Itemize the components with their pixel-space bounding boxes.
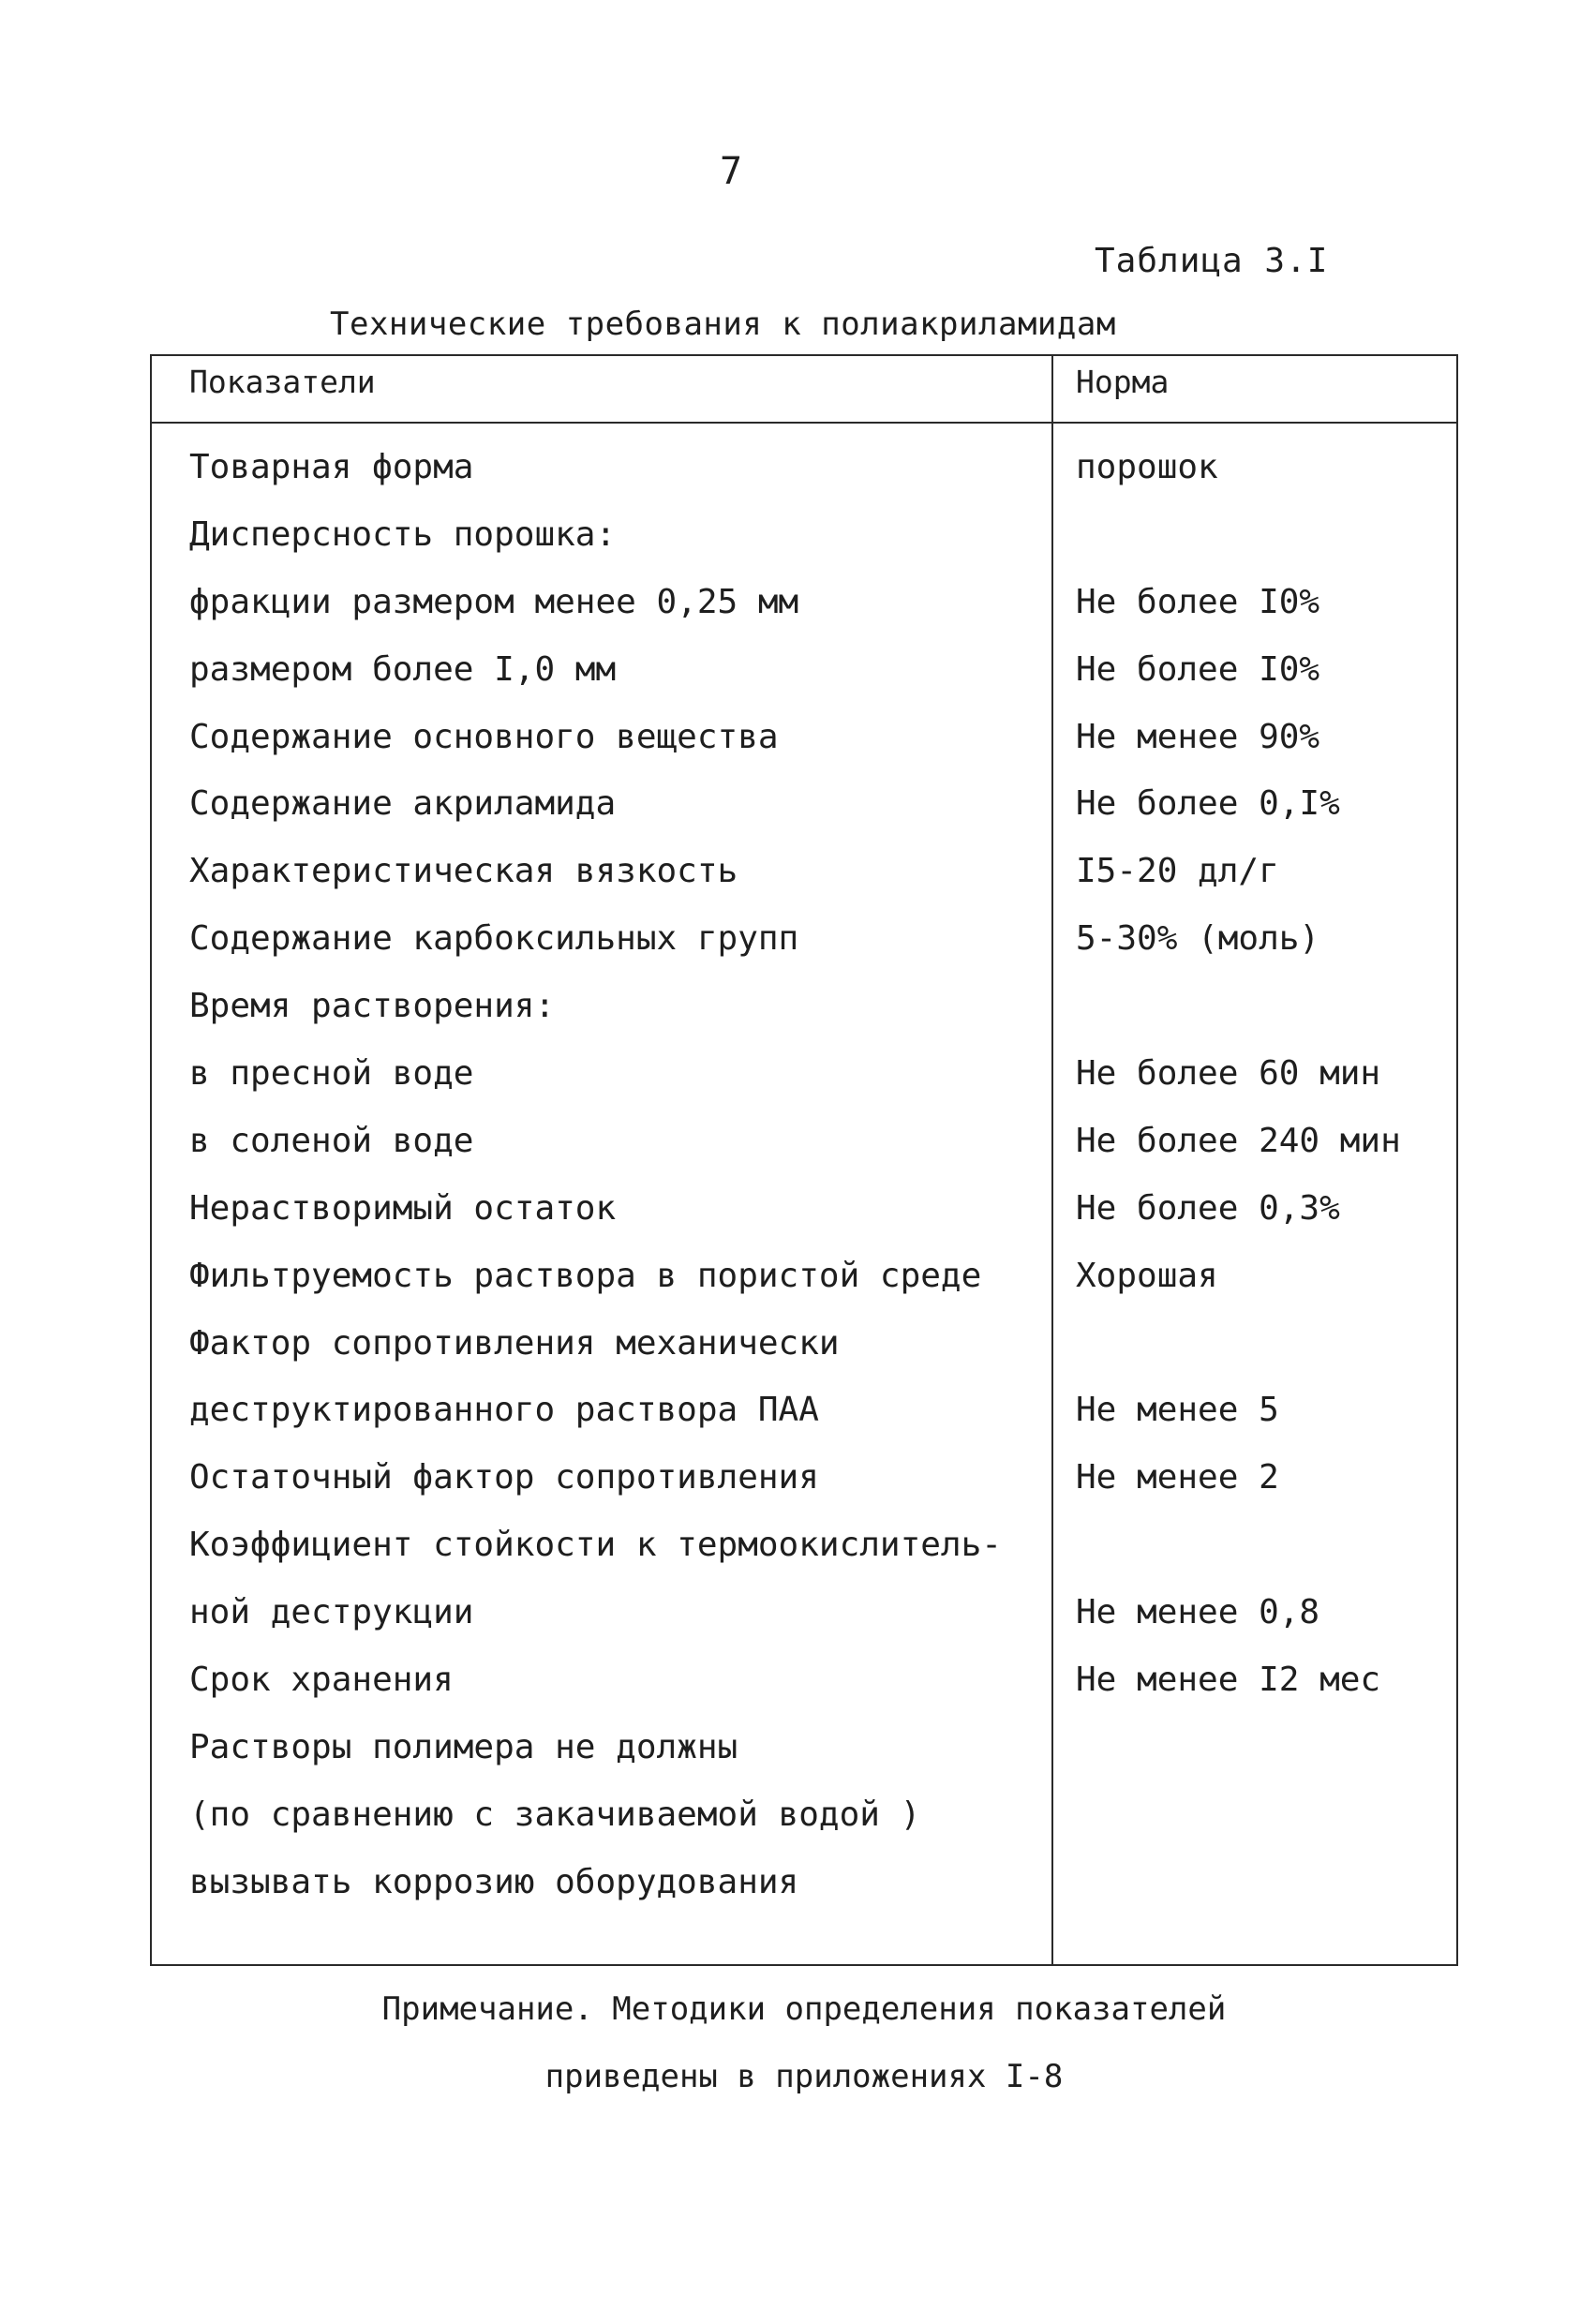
table-row: [152, 1523, 1456, 1590]
row-norm: Не более I0%: [1076, 582, 1320, 621]
row-norm: Не менее 0,8: [1076, 1593, 1320, 1632]
row-norm: Не менее 90%: [1076, 717, 1320, 756]
row-parameter: Содержание карбоксильных групп: [189, 919, 799, 959]
row-parameter: Содержание основного вещества: [189, 717, 779, 756]
table-row: [152, 445, 1456, 513]
row-parameter: фракции размером менее 0,25 мм: [189, 582, 799, 621]
row-parameter: Время растворения:: [189, 987, 556, 1026]
note-line-1: Примечание. Методики определения показателей: [381, 1990, 1227, 2028]
row-norm: Хорошая: [1076, 1256, 1218, 1295]
table-row: [152, 1186, 1456, 1254]
note-line-2: приведены в приложениях I-8: [544, 2058, 1064, 2095]
page-number: 7: [719, 150, 743, 193]
table-row: [152, 849, 1456, 916]
row-parameter: Фильтруемость раствора в пористой среде: [189, 1256, 982, 1295]
row-norm: Не более I0%: [1076, 649, 1320, 689]
header-norm: Норма: [1076, 364, 1170, 400]
row-norm: Не менее 5: [1076, 1391, 1279, 1430]
row-parameter: в соленой воде: [189, 1121, 474, 1160]
row-norm: Не более 60 мин: [1076, 1054, 1381, 1094]
row-parameter: Содержание акриламида: [189, 784, 617, 824]
table-row: [152, 1119, 1456, 1186]
header-parameter: Показатели: [189, 364, 376, 400]
table-row: [152, 1658, 1456, 1725]
row-parameter: ной деструкции: [189, 1593, 474, 1632]
row-parameter: (по сравнению с закачиваемой водой ): [189, 1795, 921, 1834]
row-parameter: Растворы полимера не должны: [189, 1727, 738, 1766]
row-norm: I5-20 дл/г: [1076, 852, 1279, 891]
table-row: [152, 1455, 1456, 1523]
header-divider: [152, 422, 1456, 424]
table-row: [152, 1388, 1456, 1455]
table-body: [152, 445, 1456, 1928]
table-row: [152, 1725, 1456, 1793]
table-title: Технические требования к полиакриламидам: [330, 305, 1116, 343]
row-norm: порошок: [1076, 448, 1218, 486]
row-norm: Не более 0,I%: [1076, 784, 1340, 824]
table-row: [152, 1321, 1456, 1389]
table-row: [152, 1051, 1456, 1119]
row-parameter: Товарная форма: [189, 448, 474, 486]
table-row: [152, 1590, 1456, 1658]
table-label: Таблица 3.I: [1095, 242, 1329, 280]
table-row: [152, 984, 1456, 1051]
row-parameter: в пресной воде: [189, 1054, 474, 1094]
row-parameter: вызывать коррозию оборудования: [189, 1862, 799, 1901]
table-row: [152, 1860, 1456, 1928]
row-norm: Не более 0,3%: [1076, 1188, 1340, 1228]
table-row: [152, 580, 1456, 648]
row-norm: Не более 240 мин: [1076, 1121, 1401, 1160]
row-parameter: размером более I,0 мм: [189, 649, 617, 689]
requirements-table: [150, 354, 1458, 1966]
row-parameter: Коэффициент стойкости к термоокислитель-: [189, 1526, 1002, 1565]
row-parameter: Дисперсность порошка:: [189, 514, 617, 554]
table-row: [152, 1793, 1456, 1860]
table-row: [152, 648, 1456, 715]
table-row: [152, 782, 1456, 849]
table-row: [152, 1254, 1456, 1321]
row-norm: 5-30% (моль): [1076, 919, 1320, 959]
table-row: [152, 715, 1456, 782]
row-parameter: Срок хранения: [189, 1661, 454, 1700]
row-parameter: Остаточный фактор сопротивления: [189, 1458, 819, 1497]
row-parameter: Характеристическая вязкость: [189, 852, 738, 891]
table-row: [152, 916, 1456, 984]
row-norm: Не менее 2: [1076, 1458, 1279, 1497]
row-parameter: Нерастворимый остаток: [189, 1188, 617, 1228]
row-parameter: Фактор сопротивления механически: [189, 1323, 840, 1363]
row-parameter: деструктированного раствора ПАА: [189, 1391, 819, 1430]
table-row: [152, 513, 1456, 580]
row-norm: Не менее I2 мес: [1076, 1661, 1381, 1700]
